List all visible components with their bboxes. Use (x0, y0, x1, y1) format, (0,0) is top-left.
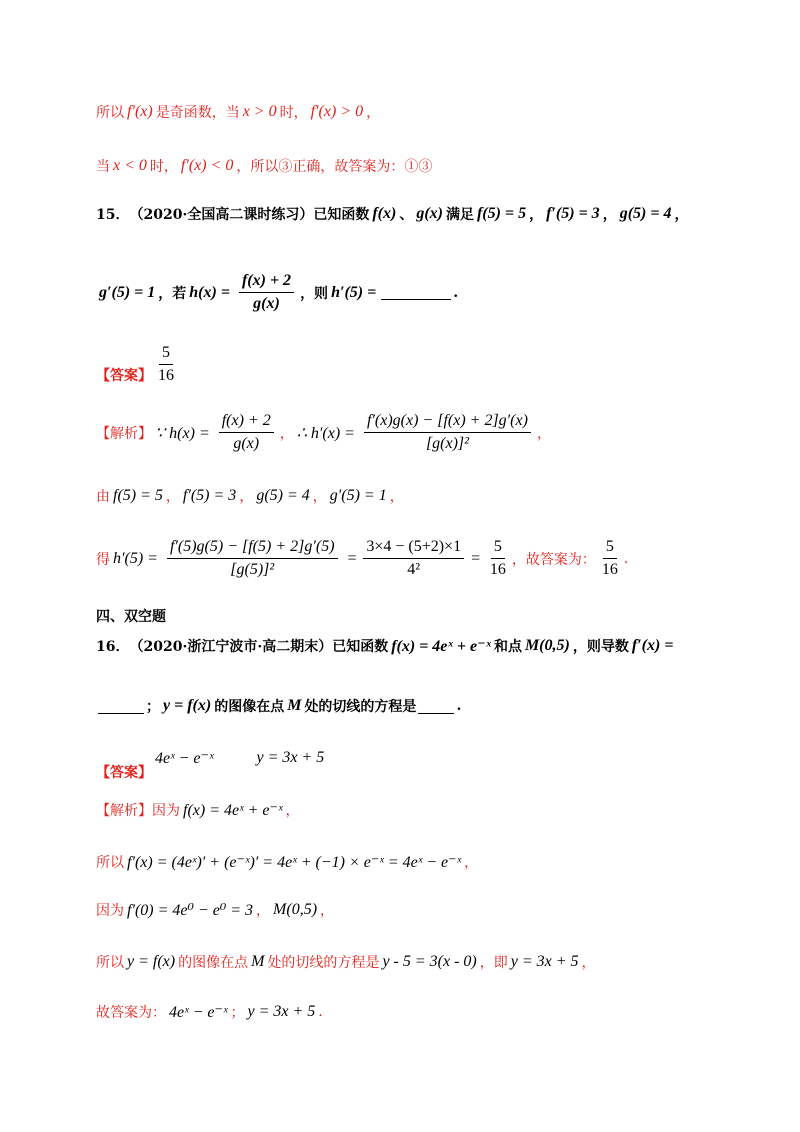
math: h′(5) = (331, 283, 377, 301)
section-title: 四、双空题 (96, 609, 166, 625)
denominator: 16 (158, 367, 174, 384)
numerator: f(x) + 2 (219, 412, 274, 433)
text: ， (239, 489, 254, 505)
text: 由 (96, 489, 110, 505)
math: = (346, 549, 358, 567)
answer-15 (96, 344, 740, 385)
analysis-15 (96, 412, 740, 453)
math: f(5) = 5 (476, 205, 527, 222)
text: ，则导数 (572, 639, 629, 655)
math: y = f(x) (163, 697, 212, 714)
question-source: （2020·浙江宁波市·高二期末） (129, 639, 333, 655)
text: . (453, 284, 459, 301)
text: 的图像在点 (178, 955, 249, 971)
math: g(x) (416, 205, 443, 222)
math: x < 0 (113, 157, 147, 174)
analysis-16-final-answer (96, 1002, 740, 1022)
numerator: 3×4 − (5+2)×1 (363, 538, 464, 559)
text: 当 (96, 159, 110, 175)
text: ，若 (158, 285, 187, 302)
answer-16 (96, 744, 740, 782)
text: ，所以③正确，故答案为：①③ (236, 159, 433, 175)
numerator: f(x) + 2 (239, 272, 294, 293)
numerator: f′(5)g(5) − [f(5) + 2]g′(5) (167, 538, 338, 559)
text: 所以 (96, 105, 124, 121)
math: = (470, 549, 481, 567)
text: 已知函数 (313, 207, 370, 223)
section-heading (96, 606, 740, 626)
analysis-16-derivative (96, 852, 740, 872)
math: y = 3x + 5 (256, 749, 325, 766)
math: g′(5) = 1 (99, 283, 156, 301)
text: ， (464, 855, 479, 871)
math: ∴ h′(x) = (296, 424, 355, 442)
solution-line-conclusion (96, 156, 740, 176)
text: 所以 (96, 855, 124, 871)
fraction (361, 412, 534, 453)
text: ， (165, 489, 180, 505)
math: g(5) = 4 (619, 205, 672, 222)
text: ， (256, 903, 271, 919)
math: ∵ h(x) = (155, 424, 210, 442)
text: 满足 (445, 207, 474, 223)
denominator: [g(5)]² (230, 561, 275, 578)
text: ，故答案为： (511, 551, 596, 568)
question-number: 16． (96, 639, 130, 655)
text: . (623, 550, 629, 567)
text: 是奇函数，当 (155, 105, 240, 121)
text: ， (536, 425, 551, 442)
math: y = 3x + 5 (510, 953, 579, 970)
text: ， (674, 207, 689, 223)
denominator: [g(x)]² (425, 435, 469, 452)
text: ，即 (479, 955, 508, 971)
text: ； (230, 1005, 245, 1021)
text: ， (366, 105, 381, 121)
math: f′(0) = 4e⁰ − e⁰ = 3 (127, 902, 254, 919)
text: ， (602, 207, 617, 223)
text: 和点 (493, 639, 522, 655)
fraction (155, 344, 177, 385)
analysis-label: 【解析】 (96, 425, 152, 442)
text: 已知函数 (332, 639, 389, 655)
analysis-compute (96, 538, 740, 579)
text: 、 (399, 207, 414, 223)
question-15-line-2 (96, 272, 740, 313)
denominator: 16 (489, 561, 506, 578)
text: 因为 (152, 803, 180, 819)
math: f′(x) (127, 103, 153, 120)
question-15-line-1 (96, 204, 740, 224)
math: f(x) (372, 205, 397, 222)
text: ， (279, 425, 294, 442)
text: 时， (279, 105, 308, 121)
math: f′(x) = (631, 637, 674, 654)
numerator: 5 (603, 538, 617, 559)
text: ， (312, 489, 327, 505)
text: ， (285, 803, 300, 819)
answer-blank (418, 699, 454, 714)
math: y - 5 = 3(x - 0) (382, 953, 477, 970)
numerator: f′(x)g(x) − [f(x) + 2]g′(x) (364, 412, 531, 433)
answer-blank (381, 285, 451, 300)
answer-blank (98, 699, 144, 714)
math: f′(x) = (4eˣ)′ + (e⁻ˣ)′ = 4eˣ + (−1) × e⁻ˣ = 4eˣ − e⁻ˣ (127, 854, 462, 871)
question-16-line-1 (96, 636, 740, 656)
math: 4eˣ − e⁻ˣ (169, 1004, 228, 1021)
text: . (318, 1004, 323, 1020)
text: ， (389, 489, 404, 505)
text: ， (320, 903, 335, 919)
math: y = f(x) (127, 953, 176, 970)
math: h′(5) = (113, 549, 158, 567)
text: ； (146, 699, 160, 715)
text: 得 (96, 551, 110, 568)
analysis-given-values (96, 486, 740, 506)
text: . (456, 698, 462, 714)
numerator: 5 (491, 538, 505, 559)
text: ， (529, 207, 544, 223)
math: f′(5) = 3 (182, 487, 237, 504)
analysis-16-slope (96, 900, 740, 920)
answer-label: 【答案】 (96, 368, 152, 384)
math: 4eˣ − e⁻ˣ (155, 750, 214, 767)
math: x > 0 (242, 103, 277, 120)
solution-line-odd-function (96, 102, 740, 122)
math: g(5) = 4 (256, 487, 310, 504)
text: 处的切线的方程是 (267, 955, 380, 971)
math: y = 3x + 5 (247, 1003, 316, 1020)
fraction (599, 538, 621, 579)
question-number: 15． (96, 207, 130, 223)
text: ，则 (300, 285, 329, 302)
math: M(0,5) (273, 901, 318, 918)
math: f′(5) = 3 (546, 205, 600, 222)
text: ， (581, 955, 596, 971)
analysis-16-tangent (96, 952, 740, 972)
analysis-16 (96, 800, 740, 820)
denominator: 4² (407, 561, 421, 578)
math: f(x) = 4eˣ + e⁻ˣ (183, 802, 283, 819)
text: 处的切线的方程是 (304, 699, 417, 715)
text: 因为 (96, 903, 124, 919)
denominator: g(x) (253, 295, 280, 312)
math: g′(5) = 1 (329, 487, 387, 504)
fraction (487, 538, 509, 579)
math: f(5) = 5 (113, 487, 163, 504)
math: M (287, 697, 302, 714)
denominator: g(x) (233, 435, 260, 452)
text: 所以 (96, 955, 124, 971)
math: M(0,5) (524, 637, 570, 654)
text: 故答案为： (96, 1005, 166, 1021)
math: f(x) = 4eˣ + e⁻ˣ (391, 638, 491, 655)
math: f′(x) > 0 (310, 103, 364, 120)
fraction (216, 412, 277, 453)
numerator: 5 (159, 344, 173, 365)
denominator: 16 (601, 561, 618, 578)
answer-label: 【答案】 (96, 765, 152, 781)
text: 时， (149, 159, 178, 175)
analysis-label: 【解析】 (96, 803, 152, 819)
fraction (164, 538, 341, 579)
math: h(x) = (189, 283, 230, 301)
fraction (236, 272, 297, 313)
text: 的图像在点 (214, 699, 285, 715)
question-16-line-2 (96, 696, 740, 716)
math: M (251, 953, 265, 970)
question-source: （2020·全国高二课时练习） (129, 207, 314, 223)
fraction (363, 538, 464, 579)
math: f′(x) < 0 (180, 157, 234, 174)
